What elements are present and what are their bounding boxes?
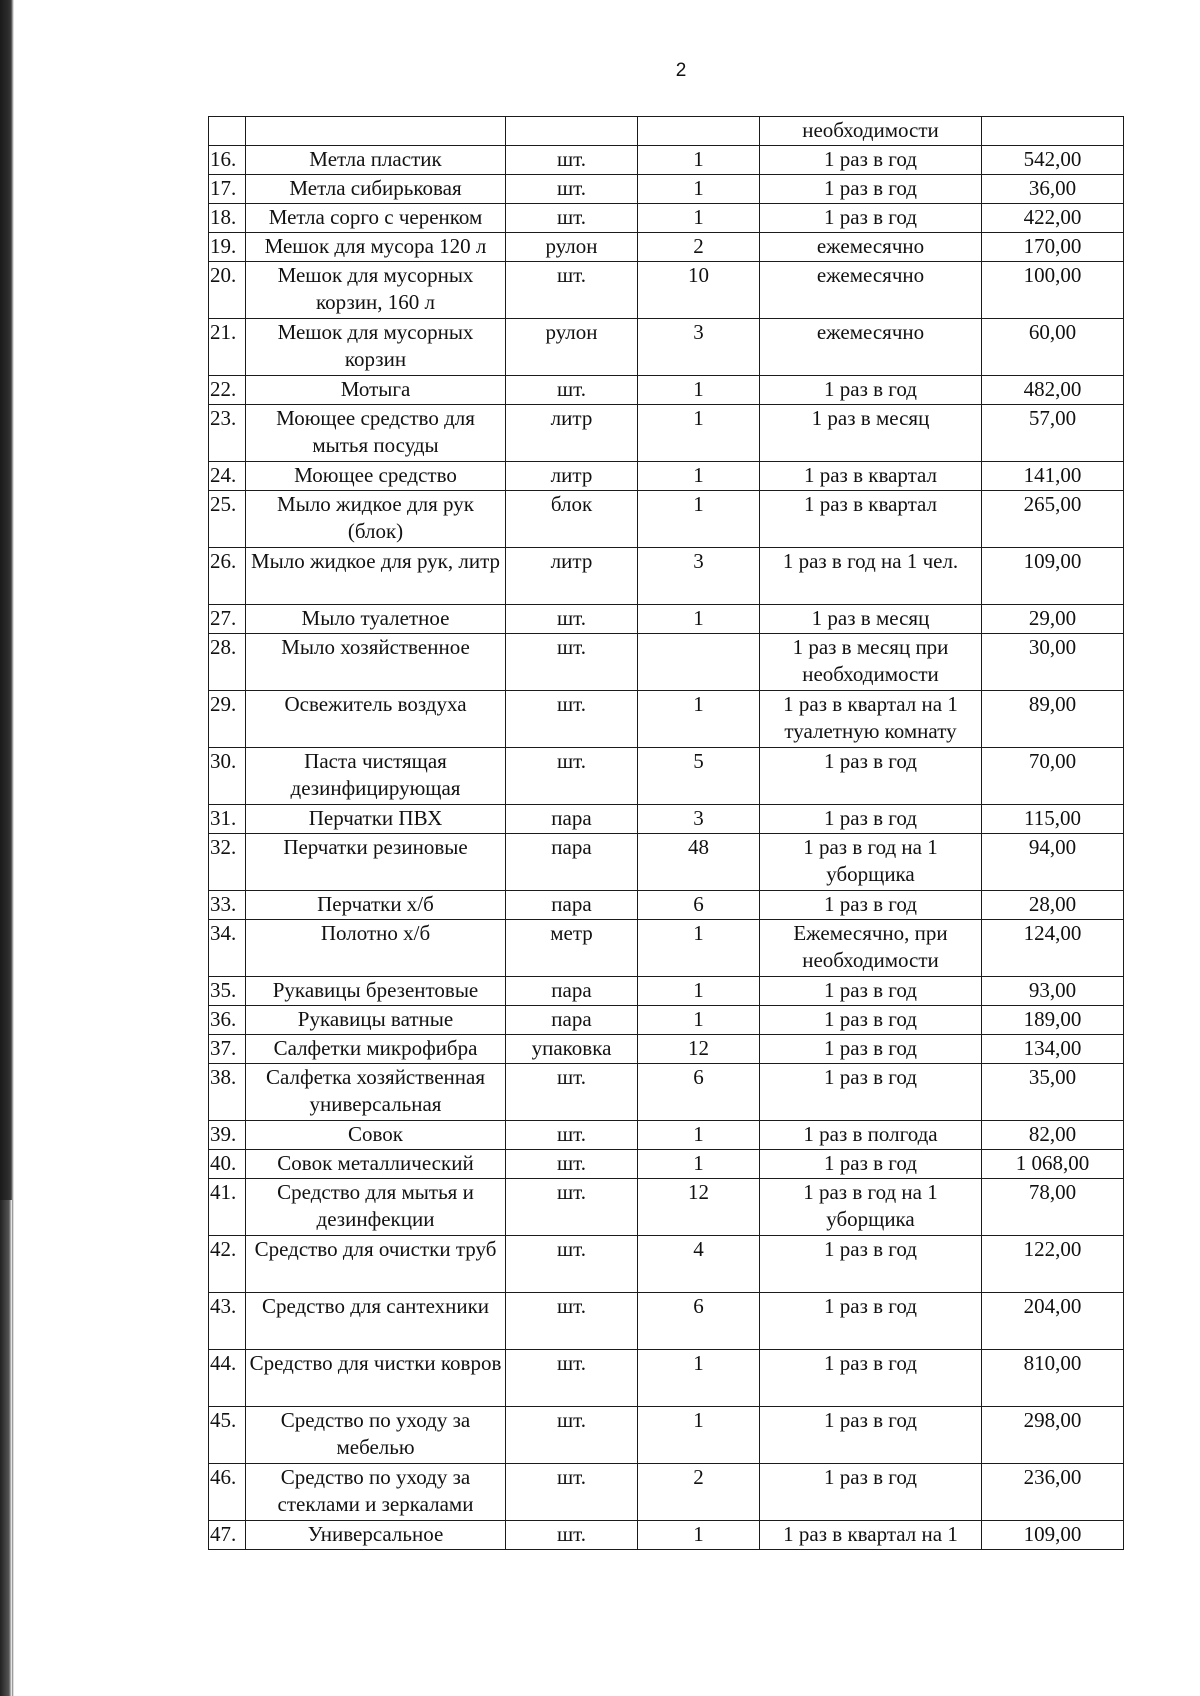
cell-price: 422,00 xyxy=(982,204,1124,233)
cell-frequency: 1 раз в год xyxy=(760,891,982,920)
cell-num: 23. xyxy=(209,405,246,462)
cell-qty: 1 xyxy=(638,1521,760,1550)
cell-num: 46. xyxy=(209,1464,246,1521)
cell-name: Средство для очистки труб xyxy=(246,1236,506,1293)
cell-price: 134,00 xyxy=(982,1035,1124,1064)
cell-frequency: 1 раз в год xyxy=(760,1064,982,1121)
cell-price: 29,00 xyxy=(982,605,1124,634)
cell-frequency: 1 раз в месяц xyxy=(760,405,982,462)
cell-qty: 1 xyxy=(638,462,760,491)
cell-name: Освежитель воздуха xyxy=(246,691,506,748)
cell-qty: 12 xyxy=(638,1035,760,1064)
cell-unit: шт. xyxy=(506,1464,638,1521)
cell-num: 27. xyxy=(209,605,246,634)
cell-unit: литр xyxy=(506,405,638,462)
cell-price: 93,00 xyxy=(982,977,1124,1006)
cell-name: Совок металлический xyxy=(246,1150,506,1179)
table-row xyxy=(209,319,1124,376)
table-row xyxy=(209,175,1124,204)
cell-unit: шт. xyxy=(506,146,638,175)
table-row xyxy=(209,1121,1124,1150)
cell-frequency: необходимости xyxy=(760,117,982,146)
cell-num: 26. xyxy=(209,548,246,605)
cell-qty: 6 xyxy=(638,1064,760,1121)
table-row xyxy=(209,1179,1124,1236)
cell-price: 542,00 xyxy=(982,146,1124,175)
cell-qty: 6 xyxy=(638,891,760,920)
cell-price: 170,00 xyxy=(982,233,1124,262)
cell-price: 60,00 xyxy=(982,319,1124,376)
cell-frequency: 1 раз в год xyxy=(760,1035,982,1064)
cell-qty: 2 xyxy=(638,233,760,262)
cell-frequency: 1 раз в полгода xyxy=(760,1121,982,1150)
page-number: 2 xyxy=(675,60,687,81)
cell-qty: 12 xyxy=(638,1179,760,1236)
cell-name: Средство по уходу за стеклами и зеркалами xyxy=(246,1464,506,1521)
cell-frequency: 1 раз в год xyxy=(760,1464,982,1521)
cell-name: Совок xyxy=(246,1121,506,1150)
table-row xyxy=(209,548,1124,605)
cell-name: Мешок для мусорных корзин xyxy=(246,319,506,376)
table-row xyxy=(209,491,1124,548)
cell-qty: 10 xyxy=(638,262,760,319)
cell-price: 115,00 xyxy=(982,805,1124,834)
cell-num: 39. xyxy=(209,1121,246,1150)
cell-unit: упаковка xyxy=(506,1035,638,1064)
table-row xyxy=(209,262,1124,319)
cell-price: 122,00 xyxy=(982,1236,1124,1293)
cell-num: 43. xyxy=(209,1293,246,1350)
table-row xyxy=(209,376,1124,405)
cell-unit: шт. xyxy=(506,1179,638,1236)
cell-num: 47. xyxy=(209,1521,246,1550)
cell-qty xyxy=(638,117,760,146)
cell-price: 100,00 xyxy=(982,262,1124,319)
table-row xyxy=(209,1236,1124,1293)
cell-unit: шт. xyxy=(506,605,638,634)
cell-num: 37. xyxy=(209,1035,246,1064)
table-row xyxy=(209,1521,1124,1550)
cell-qty: 1 xyxy=(638,146,760,175)
cell-name: Перчатки ПВХ xyxy=(246,805,506,834)
cell-price: 482,00 xyxy=(982,376,1124,405)
table-row-continuation xyxy=(209,117,1124,146)
cell-frequency: 1 раз в год xyxy=(760,1236,982,1293)
cell-name: Рукавицы ватные xyxy=(246,1006,506,1035)
cell-unit: пара xyxy=(506,805,638,834)
cell-price: 78,00 xyxy=(982,1179,1124,1236)
cell-qty: 1 xyxy=(638,1006,760,1035)
cell-price: 265,00 xyxy=(982,491,1124,548)
cell-price: 141,00 xyxy=(982,462,1124,491)
cell-unit: шт. xyxy=(506,691,638,748)
cell-price: 189,00 xyxy=(982,1006,1124,1035)
cell-frequency: 1 раз в год xyxy=(760,1150,982,1179)
cell-unit: пара xyxy=(506,891,638,920)
cell-price: 1 068,00 xyxy=(982,1150,1124,1179)
cell-qty: 2 xyxy=(638,1464,760,1521)
cell-unit: шт. xyxy=(506,376,638,405)
cell-qty: 1 xyxy=(638,605,760,634)
table-row xyxy=(209,1064,1124,1121)
table-row xyxy=(209,891,1124,920)
table-row xyxy=(209,1464,1124,1521)
cell-frequency: 1 раз в год xyxy=(760,977,982,1006)
cell-price: 236,00 xyxy=(982,1464,1124,1521)
cell-price: 124,00 xyxy=(982,920,1124,977)
cell-unit: шт. xyxy=(506,634,638,691)
cell-name: Мешок для мусора 120 л xyxy=(246,233,506,262)
cell-num: 21. xyxy=(209,319,246,376)
cell-price: 810,00 xyxy=(982,1350,1124,1407)
cell-qty: 6 xyxy=(638,1293,760,1350)
cell-name: Мыло туалетное xyxy=(246,605,506,634)
cell-name: Средство по уходу за мебелью xyxy=(246,1407,506,1464)
cell-price: 35,00 xyxy=(982,1064,1124,1121)
table-row xyxy=(209,920,1124,977)
cell-name: Универсальное xyxy=(246,1521,506,1550)
cell-num: 34. xyxy=(209,920,246,977)
cell-price: 109,00 xyxy=(982,1521,1124,1550)
table-row xyxy=(209,204,1124,233)
cell-unit: шт. xyxy=(506,748,638,805)
cell-qty: 1 xyxy=(638,1350,760,1407)
cell-num: 32. xyxy=(209,834,246,891)
cell-frequency: Ежемесячно, при необходимости xyxy=(760,920,982,977)
table-row xyxy=(209,634,1124,691)
cell-num: 42. xyxy=(209,1236,246,1293)
cell-name: Моющее средство xyxy=(246,462,506,491)
table-row xyxy=(209,146,1124,175)
cell-frequency: 1 раз в год xyxy=(760,1293,982,1350)
cell-frequency: 1 раз в квартал на 1 xyxy=(760,1521,982,1550)
cell-unit: литр xyxy=(506,548,638,605)
cell-name: Перчатки х/б xyxy=(246,891,506,920)
table-row xyxy=(209,977,1124,1006)
cell-qty: 1 xyxy=(638,691,760,748)
cell-price: 82,00 xyxy=(982,1121,1124,1150)
cell-unit: шт. xyxy=(506,1121,638,1150)
cell-qty: 3 xyxy=(638,548,760,605)
table-row xyxy=(209,405,1124,462)
cell-name: Салфетка хозяйственная универсальная xyxy=(246,1064,506,1121)
cell-unit: шт. xyxy=(506,262,638,319)
cell-frequency: 1 раз в год на 1 уборщика xyxy=(760,1179,982,1236)
cell-price: 109,00 xyxy=(982,548,1124,605)
cell-name: Метла пластик xyxy=(246,146,506,175)
cell-name: Средство для сантехники xyxy=(246,1293,506,1350)
cell-frequency: 1 раз в год xyxy=(760,1006,982,1035)
cell-unit: метр xyxy=(506,920,638,977)
cell-name: Средство для мытья и дезинфекции xyxy=(246,1179,506,1236)
table-row xyxy=(209,1407,1124,1464)
cell-qty: 5 xyxy=(638,748,760,805)
cell-frequency: 1 раз в квартал xyxy=(760,491,982,548)
cell-name: Мотыга xyxy=(246,376,506,405)
cell-frequency: 1 раз в год xyxy=(760,748,982,805)
cell-frequency: 1 раз в месяц xyxy=(760,605,982,634)
table-row xyxy=(209,1035,1124,1064)
cell-unit: рулон xyxy=(506,233,638,262)
cell-num: 33. xyxy=(209,891,246,920)
cell-num: 44. xyxy=(209,1350,246,1407)
table-row xyxy=(209,233,1124,262)
table-row xyxy=(209,1293,1124,1350)
table-row xyxy=(209,691,1124,748)
cell-qty: 1 xyxy=(638,920,760,977)
cell-num: 45. xyxy=(209,1407,246,1464)
cell-name: Мешок для мусорных корзин, 160 л xyxy=(246,262,506,319)
cell-unit: литр xyxy=(506,462,638,491)
cell-frequency: 1 раз в год xyxy=(760,805,982,834)
cell-frequency: 1 раз в год xyxy=(760,1407,982,1464)
table-row xyxy=(209,748,1124,805)
cell-unit: шт. xyxy=(506,1350,638,1407)
cell-num: 35. xyxy=(209,977,246,1006)
cell-name xyxy=(246,117,506,146)
cell-qty: 1 xyxy=(638,977,760,1006)
cell-frequency: ежемесячно xyxy=(760,233,982,262)
cell-num: 18. xyxy=(209,204,246,233)
cell-qty: 1 xyxy=(638,405,760,462)
cell-num: 22. xyxy=(209,376,246,405)
cell-qty: 1 xyxy=(638,1150,760,1179)
cell-qty: 1 xyxy=(638,1121,760,1150)
cell-num: 36. xyxy=(209,1006,246,1035)
cell-qty: 1 xyxy=(638,175,760,204)
supplies-table xyxy=(208,116,1124,1550)
cell-qty: 1 xyxy=(638,204,760,233)
cell-num: 31. xyxy=(209,805,246,834)
cell-frequency: 1 раз в год на 1 чел. xyxy=(760,548,982,605)
cell-price xyxy=(982,117,1124,146)
cell-price: 57,00 xyxy=(982,405,1124,462)
cell-unit: рулон xyxy=(506,319,638,376)
table-row xyxy=(209,605,1124,634)
cell-num: 30. xyxy=(209,748,246,805)
cell-num: 25. xyxy=(209,491,246,548)
cell-price: 28,00 xyxy=(982,891,1124,920)
cell-price: 36,00 xyxy=(982,175,1124,204)
cell-num: 17. xyxy=(209,175,246,204)
cell-name: Метла сибирьковая xyxy=(246,175,506,204)
cell-name: Средство для чистки ковров xyxy=(246,1350,506,1407)
cell-qty: 3 xyxy=(638,319,760,376)
cell-frequency: 1 раз в год xyxy=(760,1350,982,1407)
cell-frequency: ежемесячно xyxy=(760,262,982,319)
cell-frequency: 1 раз в квартал xyxy=(760,462,982,491)
cell-qty: 1 xyxy=(638,491,760,548)
cell-unit: шт. xyxy=(506,1236,638,1293)
cell-name: Мыло жидкое для рук, литр xyxy=(246,548,506,605)
cell-frequency: 1 раз в год на 1 уборщика xyxy=(760,834,982,891)
table-row xyxy=(209,805,1124,834)
cell-unit: шт. xyxy=(506,1064,638,1121)
cell-name: Перчатки резиновые xyxy=(246,834,506,891)
cell-name: Салфетки микрофибра xyxy=(246,1035,506,1064)
cell-frequency: 1 раз в год xyxy=(760,376,982,405)
cell-qty: 48 xyxy=(638,834,760,891)
cell-price: 204,00 xyxy=(982,1293,1124,1350)
cell-name: Рукавицы брезентовые xyxy=(246,977,506,1006)
cell-unit: шт. xyxy=(506,1293,638,1350)
cell-frequency: 1 раз в год xyxy=(760,175,982,204)
cell-num: 41. xyxy=(209,1179,246,1236)
cell-num: 38. xyxy=(209,1064,246,1121)
cell-unit: шт. xyxy=(506,1521,638,1550)
cell-frequency: 1 раз в месяц при необходимости xyxy=(760,634,982,691)
cell-frequency: 1 раз в год xyxy=(760,146,982,175)
cell-qty xyxy=(638,634,760,691)
cell-name: Полотно х/б xyxy=(246,920,506,977)
cell-price: 89,00 xyxy=(982,691,1124,748)
cell-name: Мыло жидкое для рук (блок) xyxy=(246,491,506,548)
cell-unit: шт. xyxy=(506,204,638,233)
cell-price: 298,00 xyxy=(982,1407,1124,1464)
cell-frequency: 1 раз в год xyxy=(760,204,982,233)
cell-num: 40. xyxy=(209,1150,246,1179)
cell-unit: пара xyxy=(506,834,638,891)
cell-num: 16. xyxy=(209,146,246,175)
cell-unit: пара xyxy=(506,977,638,1006)
cell-price: 94,00 xyxy=(982,834,1124,891)
table-row xyxy=(209,462,1124,491)
cell-name: Моющее средство для мытья посуды xyxy=(246,405,506,462)
cell-price: 30,00 xyxy=(982,634,1124,691)
cell-qty: 1 xyxy=(638,376,760,405)
cell-name: Метла сорго с черенком xyxy=(246,204,506,233)
table-row xyxy=(209,834,1124,891)
cell-num: 28. xyxy=(209,634,246,691)
cell-name: Паста чистящая дезинфицирующая xyxy=(246,748,506,805)
cell-price: 70,00 xyxy=(982,748,1124,805)
cell-num: 19. xyxy=(209,233,246,262)
cell-num: 20. xyxy=(209,262,246,319)
cell-qty: 1 xyxy=(638,1407,760,1464)
cell-num xyxy=(209,117,246,146)
cell-num: 24. xyxy=(209,462,246,491)
cell-unit: пара xyxy=(506,1006,638,1035)
cell-unit: шт. xyxy=(506,1407,638,1464)
cell-unit: шт. xyxy=(506,175,638,204)
table-row xyxy=(209,1350,1124,1407)
cell-unit xyxy=(506,117,638,146)
cell-name: Мыло хозяйственное xyxy=(246,634,506,691)
table-row xyxy=(209,1150,1124,1179)
cell-frequency: ежемесячно xyxy=(760,319,982,376)
scan-shadow-edge-lower xyxy=(0,1200,12,1696)
cell-qty: 4 xyxy=(638,1236,760,1293)
cell-unit: блок xyxy=(506,491,638,548)
table-row xyxy=(209,1006,1124,1035)
cell-frequency: 1 раз в квартал на 1 туалетную комнату xyxy=(760,691,982,748)
cell-qty: 3 xyxy=(638,805,760,834)
cell-num: 29. xyxy=(209,691,246,748)
cell-unit: шт. xyxy=(506,1150,638,1179)
